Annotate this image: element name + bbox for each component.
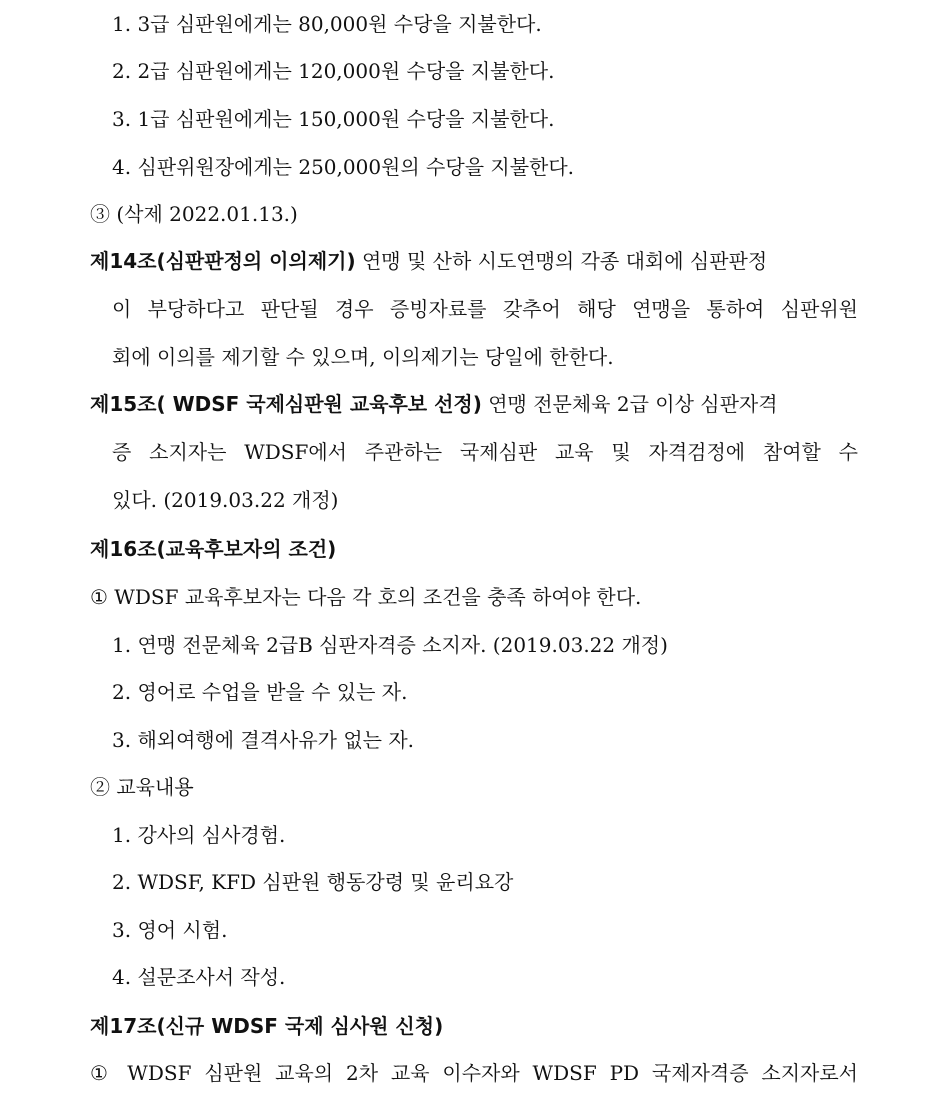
article-16-paragraph-1: ① WDSF 교육후보자는 다음 각 호의 조건을 충족 하여야 한다. [90,585,642,609]
article-14-first-line [90,246,860,276]
article-14-text-line-1: 연맹 및 산하 시도연맹의 각종 대회에 심판판정 [361,249,768,273]
list-item: 2. 영어로 수업을 받을 수 있는 자. [112,680,408,704]
list-item: 3. 영어 시험. [112,918,228,942]
article-15-text-line-2: 증 소지자는 WDSF에서 주관하는 국제심판 교육 및 자격검정에 참여할 수 [112,440,858,464]
list-item: 3. 1급 심판원에게는 150,000원 수당을 지불한다. [112,107,555,131]
list-item: 1. 강사의 심사경험. [112,823,286,847]
article-14-title: 제14조(심판판정의 이의제기) [90,249,356,273]
article-16-title: 제16조(교육후보자의 조건) [90,537,337,561]
article-15-text-line-1: 연맹 전문체육 2급 이상 심판자격 [488,392,778,416]
list-item: 2. WDSF, KFD 심판원 행동강령 및 윤리요강 [112,870,514,894]
list-item: 2. 2급 심판원에게는 120,000원 수당을 지불한다. [112,59,555,83]
list-item: 4. 심판위원장에게는 250,000원의 수당을 지불한다. [112,155,575,179]
paragraph-deleted: ③ (삭제 2022.01.13.) [90,202,298,226]
article-17-title: 제17조(신규 WDSF 국제 심사원 신청) [90,1014,444,1038]
article-14-text-line-2: 이 부당하다고 판단될 경우 증빙자료를 갖추어 해당 연맹을 통하여 심판위원 [112,297,858,321]
list-item: 3. 해외여행에 결격사유가 없는 자. [112,728,415,752]
article-17-paragraph-1-line-1: ① WDSF 심판원 교육의 2차 교육 이수자와 WDSF PD 국제자격증 소지자로서 [90,1061,858,1085]
article-15-title: 제15조( WDSF 국제심판원 교육후보 선정) [90,392,482,416]
article-16-paragraph-2: ② 교육내용 [90,775,194,799]
list-item: 1. 3급 심판원에게는 80,000원 수당을 지불한다. [112,12,542,36]
list-item: 1. 연맹 전문체육 2급B 심판자격증 소지자. (2019.03.22 개정) [112,633,668,657]
list-item: 4. 설문조사서 작성. [112,965,286,989]
article-15-text-line-3: 있다. (2019.03.22 개정) [112,488,339,512]
article-14-text-line-3: 회에 이의를 제기할 수 있으며, 이의제기는 당일에 한한다. [112,345,614,369]
article-15-first-line [90,389,860,419]
